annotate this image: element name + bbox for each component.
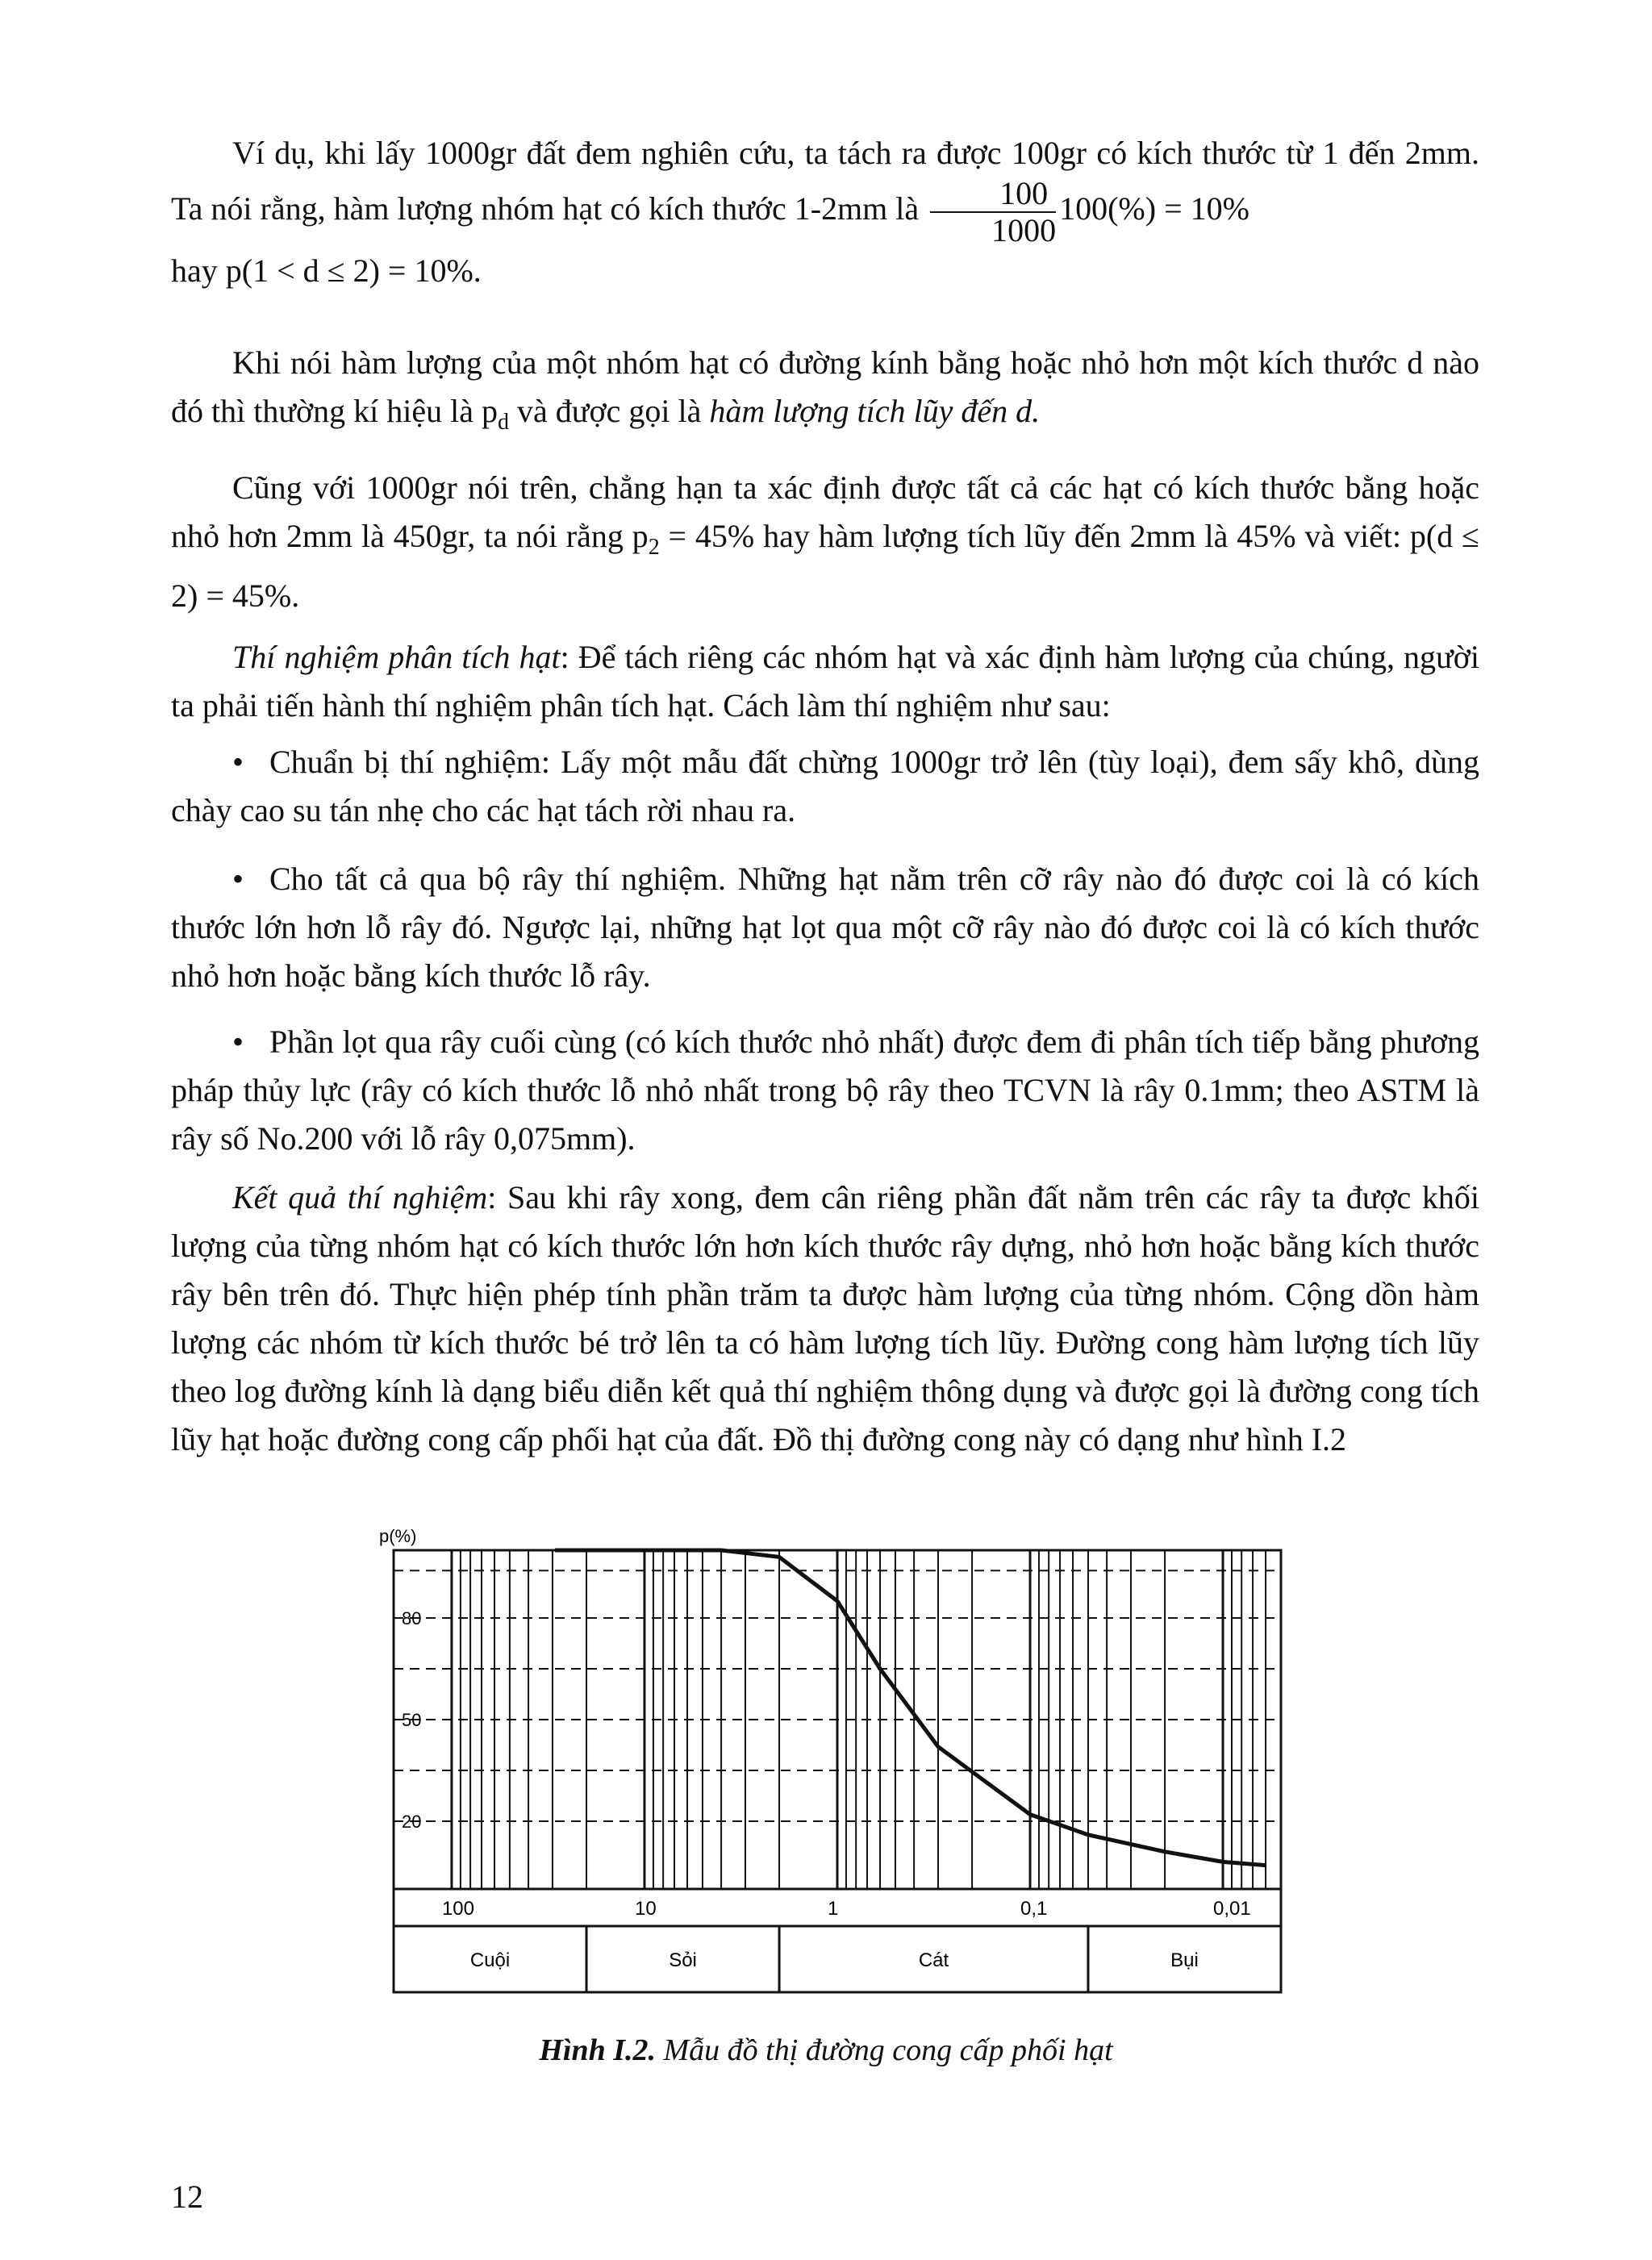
bullet-icon: • [232, 744, 244, 780]
paragraph-results-text: : Sau khi rây xong, đem cân riêng phần đất nằm trên các rây ta được khối lượng của từng nhóm hạt có kích thước lớn hơn kích thước rây dựng, nhỏ hơn hoặc bằng kích thước rây bên trên đó. Thực hiện phép tính phần trăm ta được hàm lượng của từng nhóm. Cộng dồn hàm lượng các nhóm từ kích thước bé trở lên ta có hàm lượng tích lũy. Đường cong hàm lượng tích lũy theo log đường kính là dạng biểu diễn kết quả thí nghiệm thông dụng và được gọi là đường cong tích lũy hạt hoặc đường cong cấp phối hạt của đất. Đồ thị đường cong này có dạng như hình I.2 [171, 1179, 1479, 1457]
paragraph-cumulative-text-2: và được gọi là [509, 393, 710, 429]
chart-x-ticks [442, 1898, 1251, 1920]
subscript-d: d [498, 410, 510, 435]
x-tick-label: 0,1 [1020, 1898, 1048, 1920]
term-cumulative-content: hàm lượng tích lũy đến d. [709, 393, 1041, 429]
soil-class-labels [470, 1926, 1199, 1992]
bullet-item-sieve [171, 855, 1479, 1000]
bullet-item-prepare-text: Chuẩn bị thí nghiệm: Lấy một mẫu đất chừng 1000gr trở lên (tùy loại), đem sấy khô, dùng chày cao su tán nhẹ cho các hạt tách rời nhau ra. [171, 744, 1479, 828]
term-test-results: Kết quả thí nghiệm [232, 1179, 488, 1215]
paragraph-example-result: 100(%) = 10% [1059, 190, 1249, 227]
fraction-numerator: 100 [930, 177, 1056, 213]
grain-size-chart [379, 1524, 1291, 2016]
paragraph-second-example [171, 464, 1479, 620]
bullet-icon: • [232, 861, 244, 897]
figure-caption-label: Hình I.2. [539, 2033, 657, 2067]
soil-class-row [394, 1926, 1281, 1992]
y-tick-label: 80 [402, 1608, 422, 1628]
soil-class-label: Bụi [1170, 1949, 1199, 1971]
figure-caption-text: Mẫu đồ thị đường cong cấp phối hạt [656, 2033, 1113, 2067]
fraction [930, 177, 1056, 247]
soil-class-label: Cát [918, 1949, 949, 1971]
x-tick-label: 100 [441, 1898, 475, 1920]
x-tick-label: 0,01 [1213, 1898, 1251, 1920]
soil-class-label: Cuội [469, 1949, 511, 1971]
page-number: 12 [171, 2179, 203, 2215]
y-tick-label: 20 [402, 1812, 422, 1832]
bullet-icon: • [232, 1024, 244, 1060]
bullet-item-hydrometer [171, 1018, 1479, 1163]
grain-size-curve [555, 1550, 1266, 1866]
chart-y-label: p(%) [379, 1526, 417, 1546]
term-grain-analysis: Thí nghiệm phân tích hạt [232, 639, 561, 675]
paragraph-cumulative-definition [171, 339, 1479, 447]
figure-caption [0, 2033, 1652, 2068]
bullet-item-hydrometer-text: Phần lọt qua rây cuối cùng (có kích thước nhỏ nhất) được đem đi phân tích tiếp bằng phương pháp thủy lực (rây có kích thước lỗ nhỏ nhất trong bộ rây theo TCVN là rây 0.1mm; theo ASTM là rây số No.200 với lỗ rây 0,075mm). [171, 1024, 1479, 1157]
x-tick-label: 1 [828, 1898, 839, 1920]
fraction-denominator: 1000 [991, 212, 1057, 248]
x-tick-label: 10 [634, 1898, 657, 1920]
y-tick-label: 50 [402, 1710, 422, 1730]
subscript-2: 2 [648, 535, 660, 560]
paragraph-second-example-text: Cũng với 1000gr nói trên, chẳng hạn ta xác định được tất cả các hạt có kích thước bằng hoặc nhỏ hơn 2mm là 450gr, ta nói rằng p [171, 469, 1479, 554]
paragraph-example-formula: hay p(1 < d ≤ 2) = 10%. [171, 252, 482, 289]
paragraph-experiment-intro-text: : Để tách riêng các nhóm hạt và xác định hàm lượng của chúng, người ta phải tiến hành thí nghiệm phân tích hạt. Cách làm thí nghiệm như sau: [171, 639, 1479, 723]
paragraph-second-example-text-2: = 45% hay hàm lượng tích lũy đến 2mm là 45% và viết: p(d ≤ 2) = 45%. [171, 518, 1479, 614]
chart-y-ticks [402, 1608, 421, 1832]
bullet-item-prepare [171, 738, 1479, 835]
bullet-item-sieve-text: Cho tất cả qua bộ rây thí nghiệm. Những hạt nằm trên cỡ rây nào đó được coi là có kích thước lớn hơn lỗ rây đó. Ngược lại, những hạt lọt qua một cỡ rây nào đó được coi là có kích thước nhỏ hơn hoặc bằng kích thước lỗ rây. [171, 861, 1479, 994]
paragraph-example-text: Ví dụ, khi lấy 1000gr đất đem nghiên cứu, ta tách ra được 100gr có kích thước từ 1 đến 2mm. Ta nói rằng, hàm lượng nhóm hạt có kích thước 1-2mm là [171, 135, 1479, 227]
soil-class-label: Sỏi [669, 1949, 697, 1971]
paragraph-results [171, 1174, 1479, 1464]
paragraph-cumulative-text: Khi nói hàm lượng của một nhóm hạt có đường kính bằng hoặc nhỏ hơn một kích thước d nào đó thì thường kí hiệu là p [171, 344, 1479, 429]
paragraph-experiment-intro [171, 633, 1479, 730]
paragraph-example [171, 129, 1479, 295]
